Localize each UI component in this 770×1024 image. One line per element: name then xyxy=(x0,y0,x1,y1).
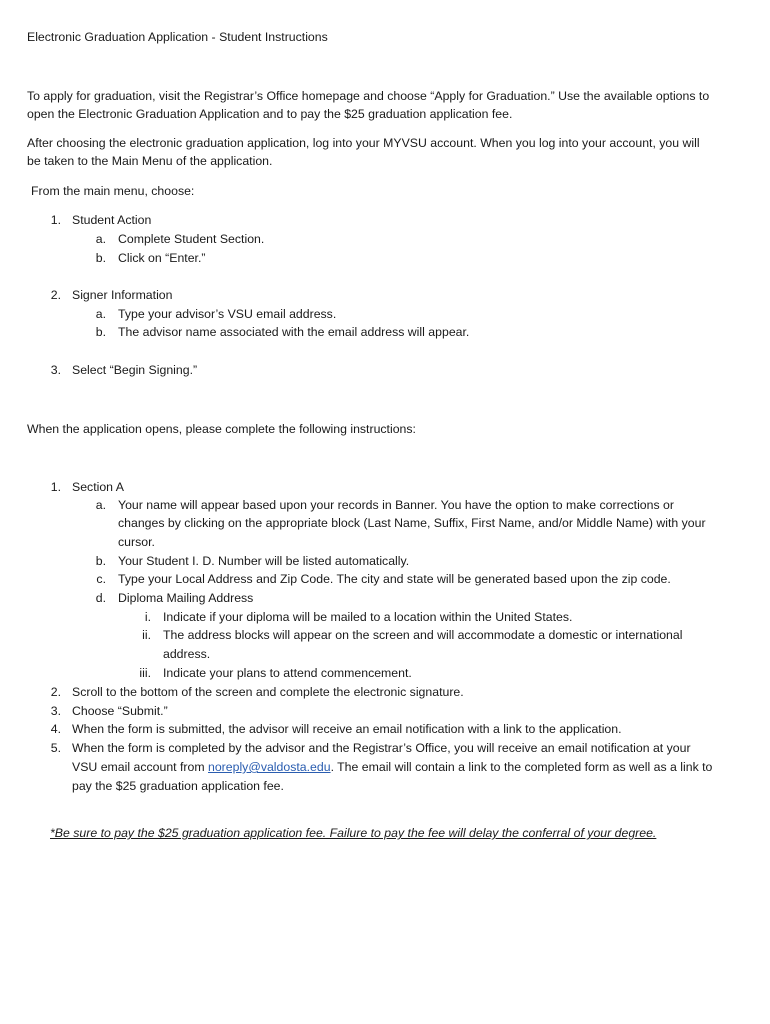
list-item-label xyxy=(72,758,712,776)
sublist-item: Complete Student Section. xyxy=(118,232,265,246)
sublist-item: changes by clicking on the appropriate block (Last Name, Suffix, First Name, and/or Middle Name) with your xyxy=(118,516,706,530)
document-title: Electronic Graduation Application - Student Instructions xyxy=(27,30,328,44)
email-link[interactable]: noreply@valdosta.edu xyxy=(208,760,331,774)
sublist-letter: a. xyxy=(95,307,106,321)
intro-paragraph-line: To apply for graduation, visit the Registrar’s Office homepage and choose “Apply for Graduation.” Use the available options to xyxy=(27,89,710,103)
subsublist-item: The address blocks will appear on the screen and will accommodate a domestic or international xyxy=(163,628,683,642)
sublist-letter: b. xyxy=(95,554,106,568)
sublist-item: Type your Local Address and Zip Code. The city and state will be generated based upon the zip code. xyxy=(118,572,671,586)
subsublist-item: address. xyxy=(163,647,211,661)
list-item-label: Section A xyxy=(72,480,124,494)
subsublist-item: Indicate if your diploma will be mailed to a location within the United States. xyxy=(163,610,573,624)
list-item-label: When the form is submitted, the advisor will receive an email notification with a link to the application. xyxy=(72,722,622,736)
list-number: 2. xyxy=(50,685,61,699)
list-number: 3. xyxy=(50,704,61,718)
subsublist-numeral: i. xyxy=(144,610,151,624)
list-item-label: Scroll to the bottom of the screen and complete the electronic signature. xyxy=(72,685,464,699)
subsublist-numeral: ii. xyxy=(142,628,151,642)
list-number: 1. xyxy=(50,480,61,494)
sublist-item: Your Student I. D. Number will be listed automatically. xyxy=(118,554,410,568)
sublist-item: The advisor name associated with the email address will appear. xyxy=(118,325,470,339)
intro-paragraph-line: open the Electronic Graduation Application and to pay the $25 graduation application fee. xyxy=(27,107,513,121)
list-item-label: Student Action xyxy=(72,213,152,227)
list-item-label: Signer Information xyxy=(72,288,173,302)
sublist-letter: b. xyxy=(95,325,106,339)
list-number: 4. xyxy=(50,722,61,736)
list-number: 5. xyxy=(50,741,61,755)
list-number: 1. xyxy=(50,213,61,227)
fee-warning-note: *Be sure to pay the $25 graduation application fee. Failure to pay the fee will delay the conferral of your degree. xyxy=(50,826,657,840)
sublist-letter: b. xyxy=(95,251,106,265)
subsublist-item: Indicate your plans to attend commencement. xyxy=(163,666,412,680)
list-item-label: Choose “Submit.” xyxy=(72,704,168,718)
sublist-letter: c. xyxy=(96,572,106,586)
sublist-item: Click on “Enter.” xyxy=(118,251,206,265)
instructions-intro: When the application opens, please complete the following instructions: xyxy=(27,422,416,436)
sublist-letter: d. xyxy=(95,591,106,605)
sublist-item: Type your advisor’s VSU email address. xyxy=(118,307,337,321)
list-item-label: pay the $25 graduation application fee. xyxy=(72,779,284,793)
list-number: 3. xyxy=(50,363,61,377)
main-menu-intro: From the main menu, choose: xyxy=(31,184,195,198)
list-item-text: . The email will contain a link to the completed form as well as a link to xyxy=(330,760,713,774)
sublist-item: cursor. xyxy=(118,535,155,549)
sublist-letter: a. xyxy=(95,498,106,512)
sublist-item: Your name will appear based upon your records in Banner. You have the option to make corrections or xyxy=(118,498,674,512)
list-item-label: Select “Begin Signing.” xyxy=(72,363,198,377)
login-paragraph-line: be taken to the Main Menu of the application. xyxy=(27,154,273,168)
list-number: 2. xyxy=(50,288,61,302)
list-item-label: When the form is completed by the advisor and the Registrar’s Office, you will receive an email notification at your xyxy=(72,741,691,755)
subsublist-numeral: iii. xyxy=(139,666,151,680)
login-paragraph-line: After choosing the electronic graduation application, log into your MYVSU account. When you log into your account, you will xyxy=(27,136,700,150)
sublist-letter: a. xyxy=(95,232,106,246)
sublist-item: Diploma Mailing Address xyxy=(118,591,254,605)
list-item-text: VSU email account from xyxy=(72,760,208,774)
